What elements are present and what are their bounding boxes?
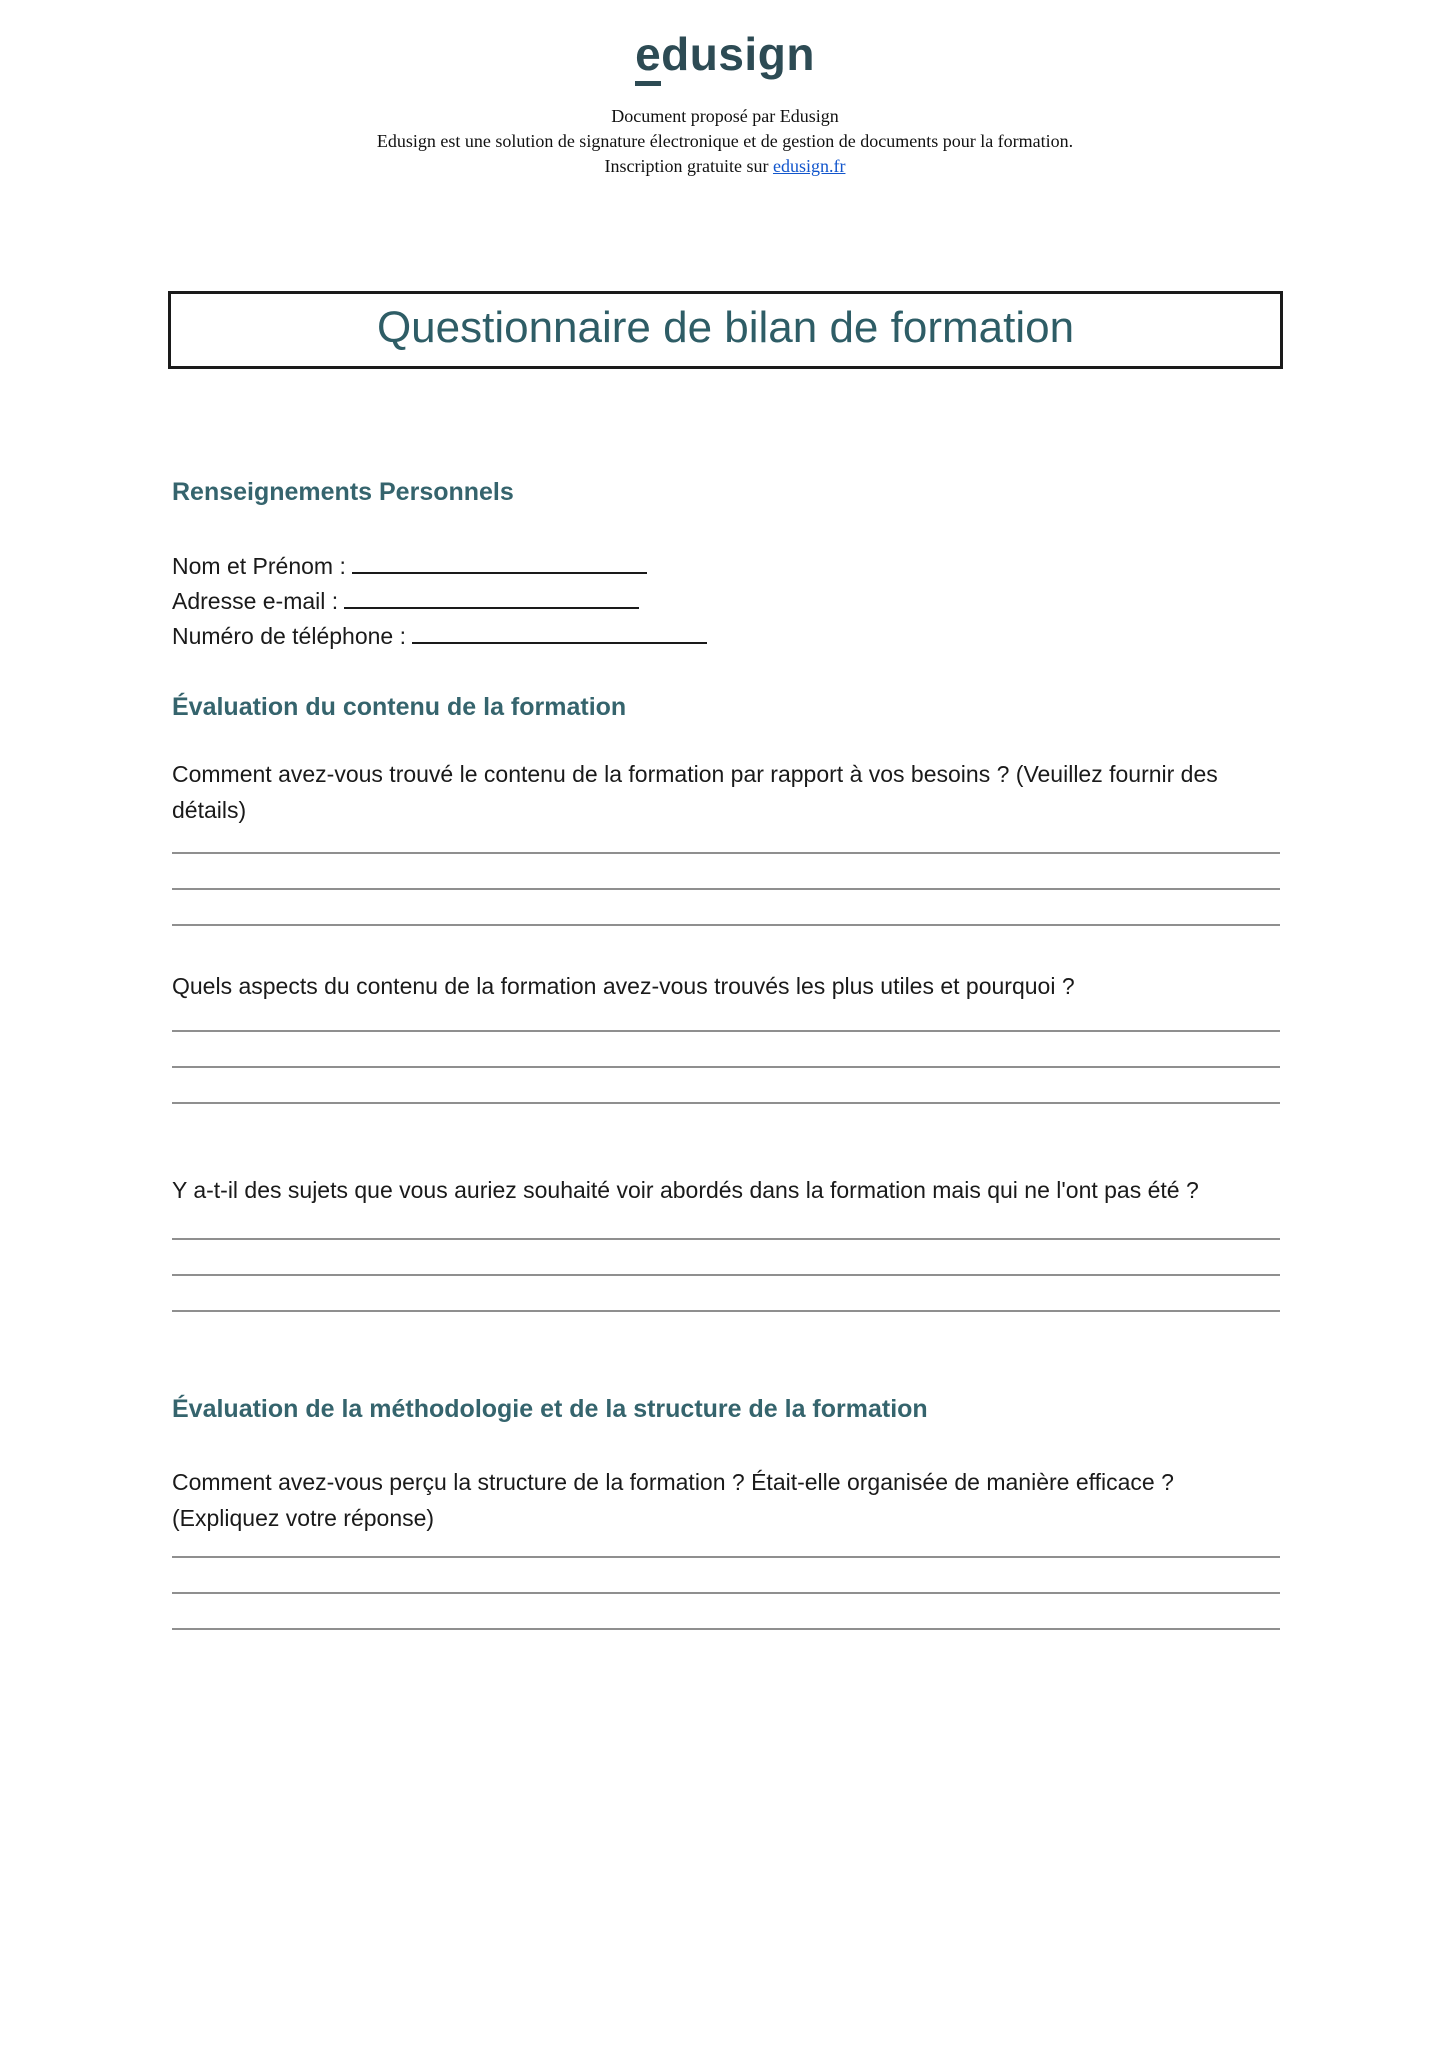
answer-blank-line: [172, 1102, 1280, 1104]
answer-lines-q3: [172, 1238, 1280, 1312]
question-content-needs: Comment avez-vous trouvé le contenu de la formation par rapport à vos besoins ? (Veuillez fournir des détails): [172, 761, 1218, 823]
answer-blank-line: [172, 888, 1280, 890]
intro-line-2: Edusign est une solution de signature électronique et de gestion de documents pour la formation.: [376, 131, 1074, 151]
field-email-blank-line: [344, 589, 639, 609]
answer-blank-line: [172, 1628, 1280, 1630]
answer-blank-line: [172, 852, 1280, 854]
document-title-box: [168, 291, 1283, 369]
document-body: [0, 477, 1450, 1630]
signup-prefix: Inscription gratuite sur: [604, 156, 773, 176]
answer-blank-line: [172, 1066, 1280, 1068]
answer-blank-line: [172, 1310, 1280, 1312]
logo-underlined-letter: e: [635, 28, 661, 86]
field-email: [172, 584, 1280, 619]
field-phone-blank-line: [412, 624, 707, 644]
field-phone-label: Numéro de téléphone :: [172, 623, 406, 649]
answer-lines-q2: [172, 1030, 1280, 1104]
edusign-link[interactable]: edusign.fr: [772, 156, 846, 176]
answer-blank-line: [172, 1030, 1280, 1032]
answer-blank-line: [172, 924, 1280, 926]
answer-blank-line: [172, 1238, 1280, 1240]
field-phone: [172, 619, 1280, 654]
edusign-logo: [0, 0, 1450, 80]
answer-lines-q4: [172, 1556, 1280, 1630]
answer-lines-q1: [172, 852, 1280, 926]
field-name: [172, 549, 1280, 584]
intro-text: [0, 104, 1450, 179]
question-useful-aspects: Quels aspects du contenu de la formation avez-vous trouvés les plus utiles et pourquoi ?: [172, 973, 1075, 999]
answer-blank-line: [172, 1274, 1280, 1276]
question-missing-topics: Y a-t-il des sujets que vous auriez souhaité voir abordés dans la formation mais qui ne l'ont pas été ?: [172, 1177, 1199, 1203]
document-title: Questionnaire de bilan de formation: [376, 303, 1075, 352]
field-name-blank-line: [352, 554, 647, 574]
field-email-label: Adresse e-mail :: [172, 588, 339, 614]
personal-fields: [172, 549, 1280, 654]
logo-rest: dusign: [661, 28, 815, 80]
section-heading-methodology: Évaluation de la méthodologie et de la structure de la formation: [172, 1395, 928, 1423]
field-name-label: Nom et Prénom :: [172, 553, 346, 579]
answer-blank-line: [172, 1592, 1280, 1594]
answer-blank-line: [172, 1556, 1280, 1558]
section-heading-content: Évaluation du contenu de la formation: [172, 693, 627, 721]
intro-line-1: Document proposé par Edusign: [611, 106, 839, 126]
intro-line-3: [0, 154, 1450, 179]
section-heading-personal: Renseignements Personnels: [172, 478, 514, 506]
question-structure: Comment avez-vous perçu la structure de la formation ? Était-elle organisée de manière efficace ? (Expliquez votre réponse): [172, 1469, 1174, 1531]
